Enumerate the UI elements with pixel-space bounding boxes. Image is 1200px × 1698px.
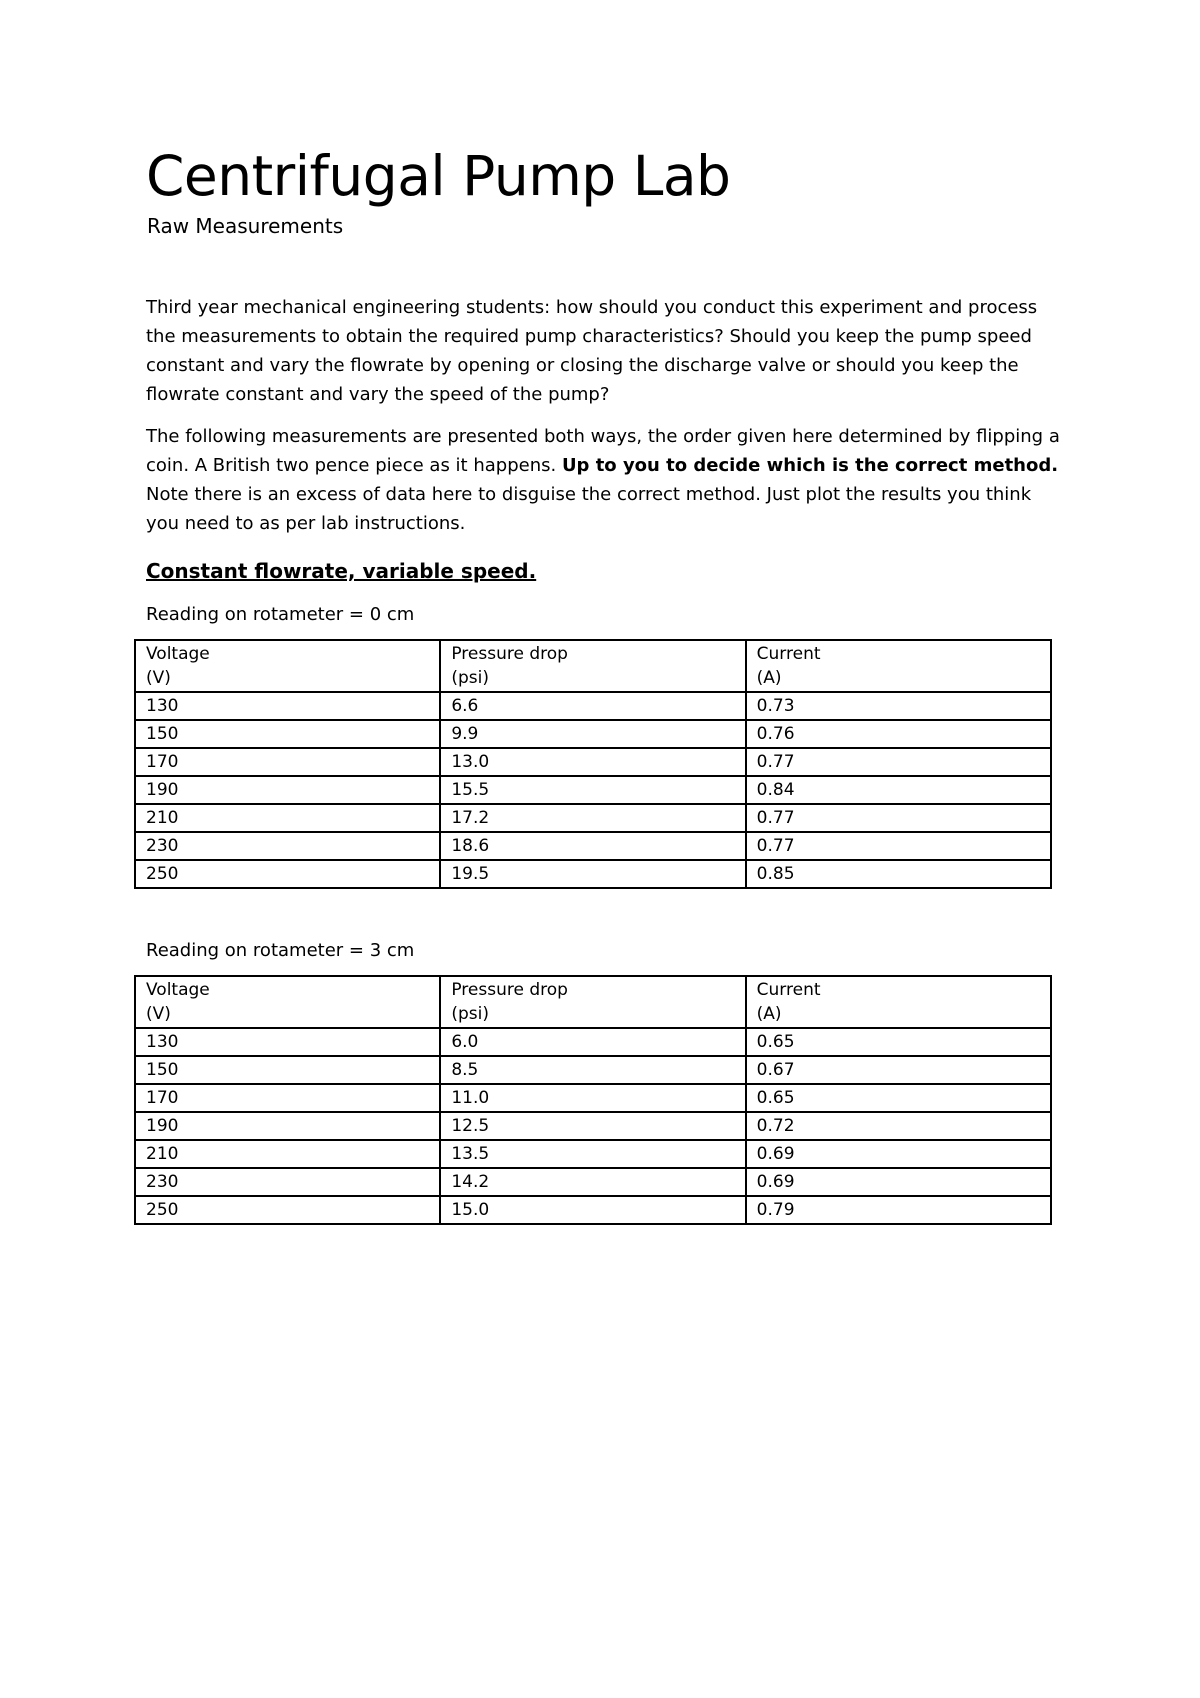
voltage-cell: 150	[135, 1056, 440, 1084]
measurement-table-1	[134, 639, 1052, 889]
intro-paragraph-1: Third year mechanical engineering students: how should you conduct this experiment and process the measurements to obtain the required pump characteristics? Should you keep the pump speed constant and vary the flowrate by opening or closing the discharge valve or should you keep the flowrate constant and vary the speed of the pump?	[146, 297, 1038, 405]
table-row	[135, 1196, 1051, 1224]
voltage-cell: 190	[135, 776, 440, 804]
current-cell: 0.65	[746, 1084, 1051, 1112]
document-page	[146, 140, 1066, 1225]
pressure-header: Pressure drop (psi)	[440, 640, 745, 692]
table-row	[135, 804, 1051, 832]
voltage-header: Voltage (V)	[135, 976, 440, 1028]
pressure-cell: 9.9	[440, 720, 745, 748]
pressure-cell: 6.0	[440, 1028, 745, 1056]
section-heading: Constant flowrate, variable speed.	[146, 559, 537, 583]
current-cell: 0.84	[746, 776, 1051, 804]
table-row	[135, 1112, 1051, 1140]
intro-paragraph-2-start: The following measurements are presented both ways, the order given here determined by flipping a coin. A British two pence piece as it happens.	[146, 426, 1060, 476]
current-cell: 0.85	[746, 860, 1051, 888]
pressure-cell: 13.5	[440, 1140, 745, 1168]
voltage-cell: 190	[135, 1112, 440, 1140]
table-row	[135, 1056, 1051, 1084]
pressure-cell: 8.5	[440, 1056, 745, 1084]
pressure-cell: 14.2	[440, 1168, 745, 1196]
pressure-cell: 12.5	[440, 1112, 745, 1140]
intro-paragraph-2	[146, 422, 1066, 538]
table-header-row	[135, 976, 1051, 1028]
current-cell: 0.67	[746, 1056, 1051, 1084]
current-cell: 0.73	[746, 692, 1051, 720]
table-row	[135, 1084, 1051, 1112]
pressure-cell: 17.2	[440, 804, 745, 832]
pressure-cell: 15.0	[440, 1196, 745, 1224]
table-row	[135, 1028, 1051, 1056]
voltage-cell: 250	[135, 1196, 440, 1224]
current-cell: 0.79	[746, 1196, 1051, 1224]
current-cell: 0.77	[746, 832, 1051, 860]
voltage-cell: 230	[135, 1168, 440, 1196]
voltage-cell: 170	[135, 1084, 440, 1112]
document-subtitle: Raw Measurements	[147, 214, 344, 238]
current-cell: 0.76	[746, 720, 1051, 748]
rotameter-reading-2: Reading on rotameter = 3 cm	[146, 940, 415, 961]
rotameter-reading-1: Reading on rotameter = 0 cm	[146, 604, 415, 625]
current-cell: 0.77	[746, 748, 1051, 776]
pressure-cell: 6.6	[440, 692, 745, 720]
document-title: Centrifugal Pump Lab	[146, 144, 731, 208]
table-row	[135, 1168, 1051, 1196]
pressure-header: Pressure drop (psi)	[440, 976, 745, 1028]
pressure-cell: 15.5	[440, 776, 745, 804]
pressure-cell: 18.6	[440, 832, 745, 860]
current-cell: 0.69	[746, 1168, 1051, 1196]
current-header: Current (A)	[746, 640, 1051, 692]
table-row	[135, 776, 1051, 804]
voltage-header: Voltage (V)	[135, 640, 440, 692]
current-header: Current (A)	[746, 976, 1051, 1028]
voltage-cell: 150	[135, 720, 440, 748]
current-cell: 0.77	[746, 804, 1051, 832]
table-header-row	[135, 640, 1051, 692]
pressure-cell: 19.5	[440, 860, 745, 888]
voltage-cell: 130	[135, 1028, 440, 1056]
table-row	[135, 860, 1051, 888]
table-row	[135, 748, 1051, 776]
voltage-cell: 130	[135, 692, 440, 720]
current-cell: 0.72	[746, 1112, 1051, 1140]
table-row	[135, 1140, 1051, 1168]
table-row	[135, 720, 1051, 748]
current-cell: 0.69	[746, 1140, 1051, 1168]
table-row	[135, 692, 1051, 720]
current-cell: 0.65	[746, 1028, 1051, 1056]
intro-paragraph-2-end: Note there is an excess of data here to disguise the correct method. Just plot the results you think you need to as per lab instructions.	[146, 484, 1032, 534]
measurement-table-2	[134, 975, 1052, 1225]
voltage-cell: 210	[135, 1140, 440, 1168]
pressure-cell: 11.0	[440, 1084, 745, 1112]
pressure-cell: 13.0	[440, 748, 745, 776]
voltage-cell: 170	[135, 748, 440, 776]
voltage-cell: 210	[135, 804, 440, 832]
table-row	[135, 832, 1051, 860]
voltage-cell: 250	[135, 860, 440, 888]
intro-paragraph-2-bold: Up to you to decide which is the correct method.	[561, 455, 1059, 476]
voltage-cell: 230	[135, 832, 440, 860]
